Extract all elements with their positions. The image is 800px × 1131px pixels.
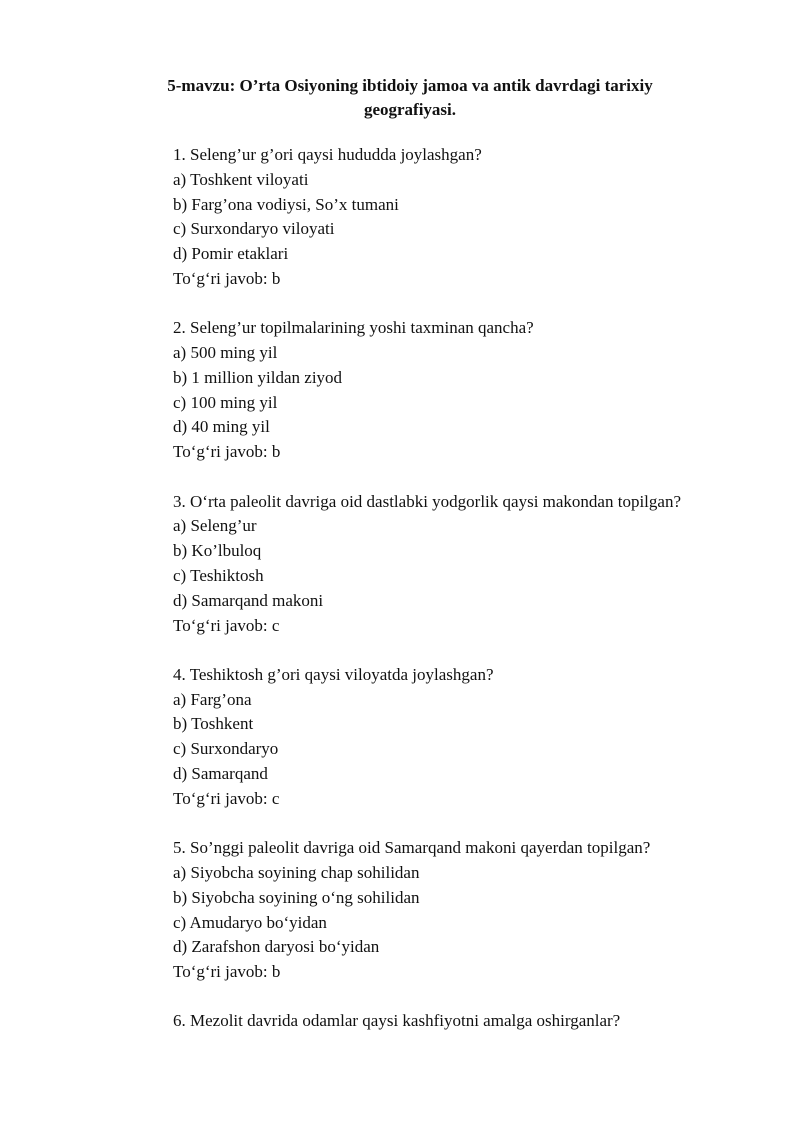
option-c: c) Surxondaryo viloyati — [173, 219, 335, 239]
question-text: 6. Mezolit davrida odamlar qaysi kashfiyotni amalga oshirganlar? — [173, 1011, 621, 1031]
question-1 — [173, 143, 773, 292]
option-a: a) Seleng’ur — [173, 516, 257, 536]
option-a: a) 500 ming yil — [173, 343, 278, 363]
correct-answer: To‘g‘ri javob: c — [173, 615, 280, 635]
correct-answer: To‘g‘ri javob: b — [173, 442, 281, 462]
option-c: c) Teshiktosh — [173, 565, 264, 585]
page-title-line-1: 5-mavzu: O’rta Osiyoning ibtidoiy jamoa va antik davrdagi tarixiy — [167, 76, 653, 95]
option-d: d) 40 ming yil — [173, 417, 270, 437]
option-b: b) 1 million yildan ziyod — [173, 367, 343, 387]
question-text: 1. Seleng’ur g’ori qaysi hududda joylashgan? — [173, 145, 482, 164]
option-b: b) Ko’lbuloq — [173, 541, 262, 561]
question-5 — [173, 836, 773, 985]
question-6 — [173, 1009, 773, 1034]
question-4 — [173, 663, 773, 812]
option-a: a) Farg’ona — [173, 689, 252, 709]
question-2 — [173, 316, 773, 465]
option-b: b) Siyobcha soyining o‘ng sohilidan — [173, 887, 420, 907]
page-title-line-2: geografiyasi. — [363, 100, 457, 119]
question-text: 3. O‘rta paleolit davriga oid dastlabki yodgorlik qaysi makondan topilgan? — [173, 491, 681, 511]
option-a: a) Siyobcha soyining chap sohilidan — [173, 862, 420, 882]
option-c: c) Surxondaryo — [173, 739, 279, 759]
question-3 — [173, 490, 773, 639]
option-b: b) Farg’ona vodiysi, So’x tumani — [173, 194, 399, 214]
option-b: b) Toshkent — [173, 714, 254, 734]
option-d: d) Samarqand makoni — [173, 590, 324, 610]
question-text: 2. Seleng’ur topilmalarining yoshi taxminan qancha? — [173, 318, 534, 338]
question-list — [173, 143, 773, 1059]
option-c: c) Amudaryo bo‘yidan — [173, 912, 327, 932]
option-d: d) Samarqand — [173, 764, 268, 784]
correct-answer: To‘g‘ri javob: c — [173, 788, 280, 808]
option-d: d) Zarafshon daryosi bo‘yidan — [173, 937, 380, 957]
option-d: d) Pomir etaklari — [173, 244, 289, 264]
option-a: a) Toshkent viloyati — [173, 169, 309, 189]
page-title — [160, 74, 660, 122]
correct-answer: To‘g‘ri javob: b — [173, 962, 281, 982]
correct-answer: To‘g‘ri javob: b — [173, 268, 281, 288]
option-c: c) 100 ming yil — [173, 392, 278, 412]
question-text: 4. Teshiktosh g’ori qaysi viloyatda joylashgan? — [173, 664, 494, 684]
question-text: 5. So’nggi paleolit davriga oid Samarqand makoni qayerdan topilgan? — [173, 838, 651, 858]
